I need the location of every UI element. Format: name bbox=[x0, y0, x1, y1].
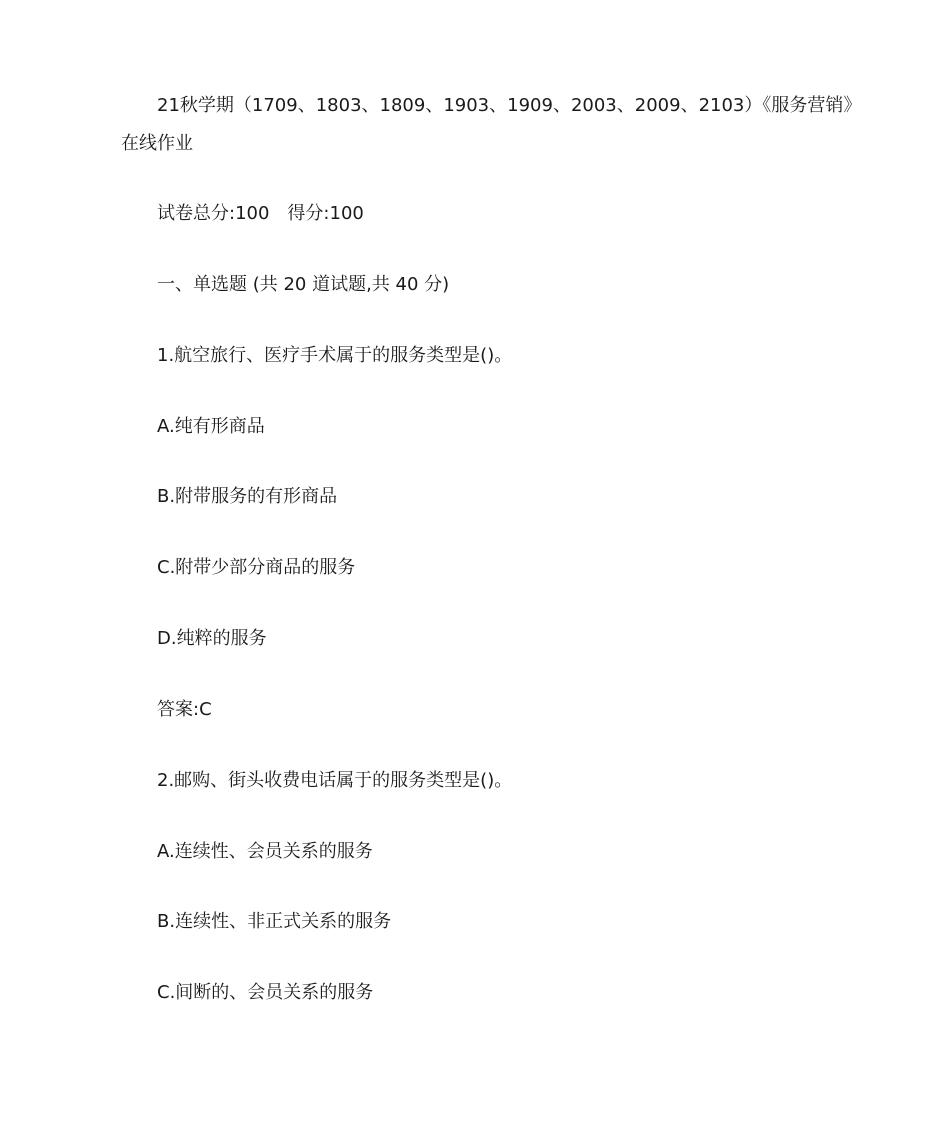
question-option: D.纯粹的服务 bbox=[157, 628, 267, 649]
question-option: B.附带服务的有形商品 bbox=[157, 486, 338, 507]
question-answer: 答案:C bbox=[157, 699, 212, 720]
obtained-score: 得分:100 bbox=[287, 203, 364, 224]
question-option: C.附带少部分商品的服务 bbox=[157, 557, 356, 578]
section-heading: 一、单选题 (共 20 道试题,共 40 分) bbox=[157, 274, 450, 295]
score-summary bbox=[157, 202, 364, 226]
question-option: A.纯有形商品 bbox=[157, 416, 265, 437]
document-title-line2: 在线作业 bbox=[121, 133, 193, 154]
question-stem: 1.航空旅行、医疗手术属于的服务类型是()。 bbox=[157, 345, 513, 366]
question-option: B.连续性、非正式关系的服务 bbox=[157, 911, 392, 932]
question-stem: 2.邮购、街头收费电话属于的服务类型是()。 bbox=[157, 770, 513, 791]
question-option: C.间断的、会员关系的服务 bbox=[157, 982, 374, 1003]
total-score: 试卷总分:100 bbox=[157, 203, 270, 224]
question-option: A.连续性、会员关系的服务 bbox=[157, 841, 373, 862]
document-title-line1: 21秋学期（1709、1803、1809、1903、1909、2003、2009、2103）《服务营销》 bbox=[157, 95, 862, 116]
